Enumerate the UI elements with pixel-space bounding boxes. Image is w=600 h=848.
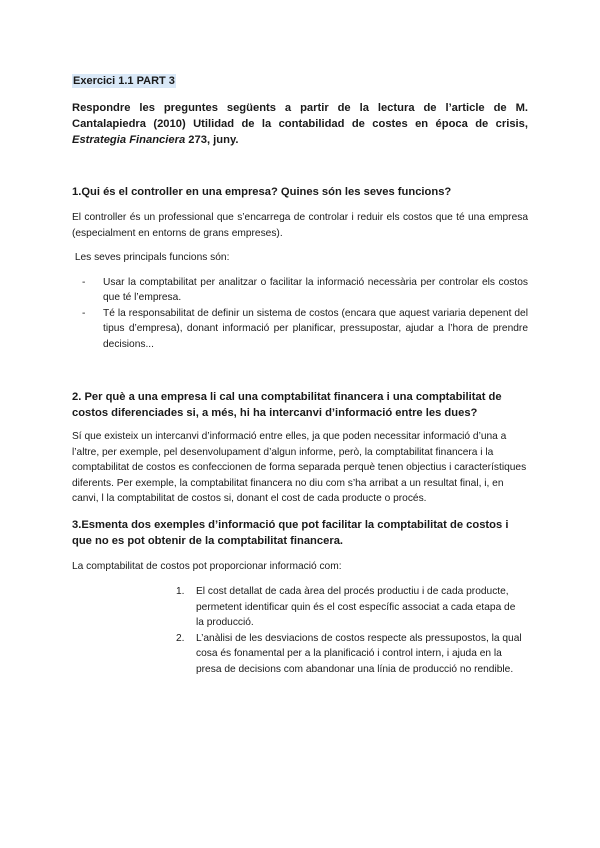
list-item [176, 631, 526, 678]
question-2-answer: Sí que existeix un intercanvi d’informació entre elles, ja que poden necessitar informació d’una a l’altre, per exemple, pel desenvolupament d’algun informe, però, la comptabilitat financera i la comptabilitat de costos es confeccionen de forma separada perquè tenen objectius i característiques diferents. Per exemple, la comptabilitat financera no diu com s’ha arribat a un resultat final, i, en canvi, l la comptabilitat de costos si, donant el cost de cada producte o procés. [72, 431, 527, 504]
list-item: - Té la responsabilitat de definir un sistema de costos (encara que aquest variaria depenent del tipus d’empresa), donant informació per planificar, pressupostar, ajudar a l’hora de prendre decisions... [92, 306, 528, 353]
list-text: El cost detallat de cada àrea del procés productiu i de cada producte, permetent identificar quin és el cost específic associat a cada etapa de la producció. [196, 586, 516, 628]
question-3-heading: 3.Esmenta dos exemples d’informació que pot facilitar la comptabilitat de costos i que no es pot obtenir de la comptabilitat financera. [72, 518, 509, 547]
exercise-title: Exercici 1.1 PART 3 [73, 75, 175, 87]
question-3-example-list [72, 584, 528, 677]
question-2-heading: 2. Per què a una empresa li cal una comptabilitat financera i una comptabilitat de costos diferenciades si, a més, hi ha intercanvi d’informació entre les dues? [72, 391, 502, 419]
question-1-function-list [72, 275, 528, 353]
question-1-functions-intro: Les seves principals funcions són: [72, 252, 230, 263]
intro-text: Respondre les preguntes següents a partir de la lectura de l’article de M. Cantalapiedra (2010) Utilidad de la contabilidad de costes en época de crisis, [72, 102, 528, 130]
list-item [176, 584, 526, 631]
list-item: - Usar la comptabilitat per analitzar o facilitar la informació necessària per controlar els costos que té l’empresa. [92, 275, 528, 306]
intro-journal: Estrategia Financiera [72, 134, 186, 146]
list-text: L’anàlisi de les desviacions de costos respecte als pressupostos, la qual cosa és fonamental per a la planificació i control intern, i ajuda en la presa de decisions com abandonar una línia de producció no rendible. [196, 632, 522, 675]
question-1-heading: 1.Qui és el controller en una empresa? Quines són les seves funcions? [72, 186, 452, 198]
intro-tail: 273, juny. [185, 134, 239, 146]
question-1-answer: El controller és un professional que s’encarrega de controlar i reduir els costos que té una empresa (especialment en entorns de grans empreses). [72, 212, 528, 239]
question-3-answer-intro: La comptabilitat de costos pot proporcionar informació com: [72, 560, 342, 572]
list-number: 1. [176, 586, 185, 597]
list-number: 2. [176, 632, 185, 644]
intro-paragraph [72, 100, 528, 148]
